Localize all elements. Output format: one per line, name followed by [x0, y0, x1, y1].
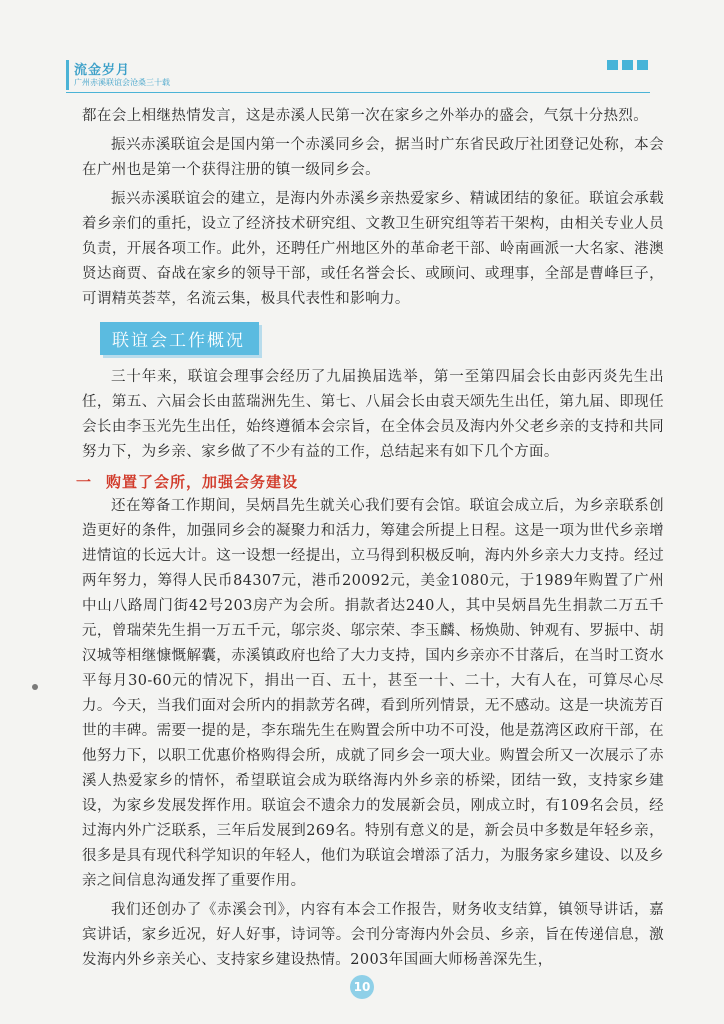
page-header — [58, 56, 658, 92]
sub-heading-number: 一 — [76, 473, 93, 491]
header-squares-decoration — [607, 60, 648, 70]
paragraph: 振兴赤溪联谊会的建立，是海内外赤溪乡亲热爱家乡、精诚团结的象征。联谊会承载着乡亲们的重托，设立了经济技术研究组、文教卫生研究组等若干架构，由相关专业人员负责，开展各项工作。此外，还聘任广州地区外的革命老干部、岭南画派一大名家、港澳贤达商贾、奋战在家乡的领导干部，或任名誉会长、或顾问、或理事，全部是曹峰巨子，可谓精英荟萃，名流云集，极具代表性和影响力。 — [82, 191, 664, 307]
header-accent-bar — [66, 60, 69, 90]
square-icon — [637, 60, 648, 70]
page-number: 10 — [350, 975, 374, 999]
square-icon — [607, 60, 618, 70]
paragraph: 都在会上相继热情发言，这是赤溪人民第一次在家乡之外举办的盛会，气氛十分热烈。 — [82, 108, 649, 124]
square-icon — [622, 60, 633, 70]
header-rule — [66, 92, 650, 93]
margin-dot — [32, 684, 38, 690]
sub-heading-text: 购置了会所，加强会务建设 — [106, 473, 299, 491]
page-content — [76, 104, 664, 973]
paragraph: 我们还创办了《赤溪会刊》，内容有本会工作报告，财务收支结算，镇领导讲话，嘉宾讲话，家乡近况，好人好事，诗词等。会刊分寄海内外会员、乡亲，旨在传递信息，激发海内外乡亲关心、支持家乡建设热情。2003年国画大师杨善深先生， — [82, 902, 664, 968]
paragraph: 还在筹备工作期间，吴炳昌先生就关心我们要有会馆。联谊会成立后，为乡亲联系创造更好的条件，加强同乡会的凝聚力和活力，筹建会所提上日程。这是一项为世代乡亲增进情谊的长远大计。这一设想一经提出，立马得到积极反响，海内外乡亲大力支持。经过两年努力，筹得人民币84307元，港币20092元，美金1080元，于1989年购置了广州中山八路周门街42号203房产为会所。捐款者达240人，其中吴炳昌先生捐款二万五千元，曾瑞荣先生捐一万五千元，邬宗炎、邬宗荣、李玉麟、杨焕勋、钟观有、罗振中、胡汉城等相继慷慨解囊，赤溪镇政府也给了大力支持，国内乡亲亦不甘落后，在当时工资水平每月30-60元的情况下，捐出一百、五十，甚至一十、二十，大有人在，可算尽心尽力。今天，当我们面对会所内的捐款芳名碑，看到所列情景，无不感动。这是一块流芳百世的丰碑。需要一提的是，李东瑞先生在购置会所中功不可没，他是荔湾区政府干部，在他努力下，以职工优惠价格购得会所，成就了同乡会一项大业。购置会所又一次展示了赤溪人热爱家乡的情怀，希望联谊会成为联络海内外乡亲的桥梁，团结一致，支持家乡建设，为家乡发展发挥作用。联谊会不遗余力的发展新会员，刚成立时，有109名会员，经过海内外广泛联系，三年后发展到269名。特别有意义的是，新会员中多数是年轻乡亲，很多是具有现代科学知识的年轻人，他们为联谊会增添了活力，为服务家乡建设、以及乡亲之间信息沟通发挥了重要作用。 — [82, 498, 664, 889]
section-title: 联谊会工作概况 — [100, 322, 259, 355]
sub-heading — [76, 471, 664, 492]
paragraph: 三十年来，联谊会理事会经历了九届换届选举，第一至第四届会长由彭丙炎先生出任，第五、六届会长由蓝瑞洲先生、第七、八届会长由袁天颂先生出任，第九届、即现任会长由李玉光先生出任，始终遵循本会宗旨，在全体会员及海内外父老乡亲的支持和共同努力下，为乡亲、家乡做了不少有益的工作，总结起来有如下几个方面。 — [82, 369, 664, 460]
header-title: 流金岁月 — [74, 63, 131, 78]
header-subtitle: 广州赤溪联谊会沧桑三十载 — [74, 78, 170, 87]
paragraph: 振兴赤溪联谊会是国内第一个赤溪同乡会，据当时广东省民政厅社团登记处称，本会在广州也是第一个获得注册的镇一级同乡会。 — [82, 137, 664, 178]
